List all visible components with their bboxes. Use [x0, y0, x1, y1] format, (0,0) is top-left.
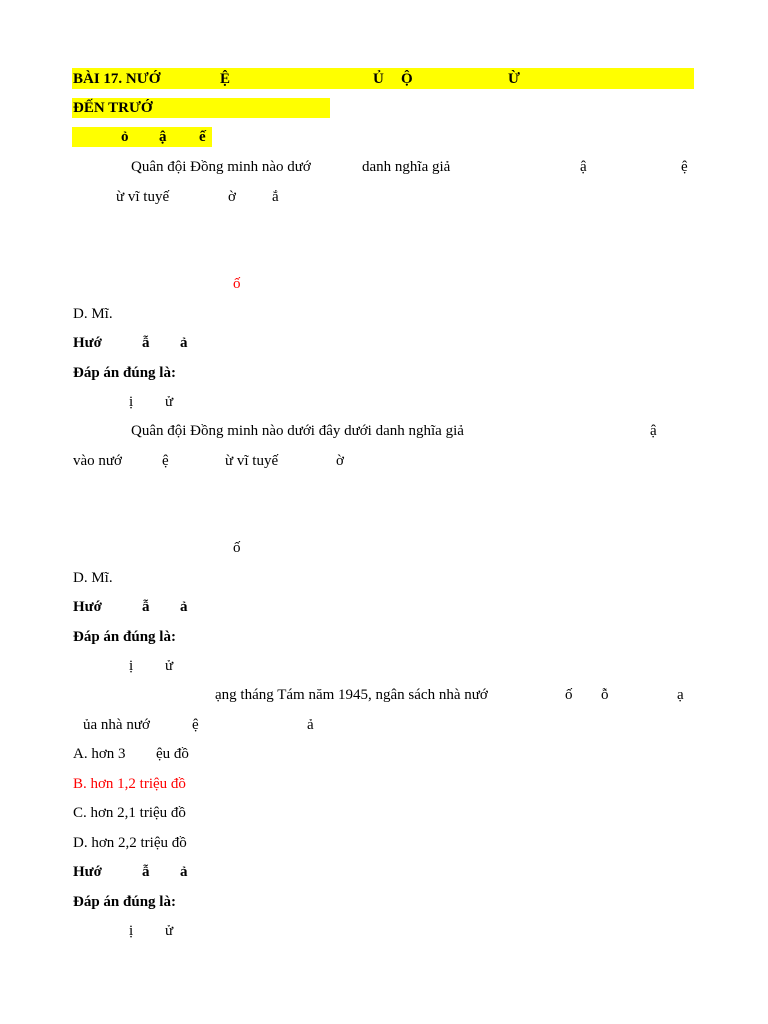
subtitle-fragment: ậ	[159, 129, 167, 145]
question-text: ủa nhà nướ	[83, 717, 150, 733]
question-text: ờ	[228, 189, 236, 205]
question-text: ậ	[650, 423, 657, 439]
question-text: ắ	[272, 189, 279, 205]
explanation: ị	[129, 923, 134, 939]
subtitle-highlight	[72, 127, 212, 147]
answer-label: Đáp án đúng là:	[73, 365, 176, 381]
title-fragment: Ủ	[373, 71, 384, 87]
question-text: ờ	[336, 453, 344, 469]
explanation: ị	[129, 658, 134, 674]
guide-label: Hướ	[73, 335, 102, 351]
subtitle-fragment: ế	[199, 129, 206, 145]
title-fragment: Ộ	[401, 71, 413, 87]
question-text: Quân đội Đồng minh nào dướ	[131, 159, 311, 175]
guide-label: ả	[180, 335, 188, 351]
question-text: ố	[565, 687, 573, 703]
question-text: ừ vĩ tuyế	[225, 453, 279, 469]
answer-fragment: ố	[233, 540, 241, 556]
question-text: ệ	[192, 717, 199, 733]
option-d: D. hơn 2,2 triệu đồ	[73, 835, 187, 851]
guide-label: ả	[180, 864, 188, 880]
title-fragment: Ừ	[508, 71, 520, 87]
option-a: ệu đồ	[156, 746, 189, 762]
page-title-line2: ĐẾN TRƯỚ	[73, 100, 153, 116]
guide-label: ẫ	[142, 864, 150, 880]
question-text: ệ	[681, 159, 688, 175]
question-text: ệ	[162, 453, 169, 469]
guide-label: ả	[180, 599, 188, 615]
question-text: ạ	[677, 687, 684, 703]
guide-label: ẫ	[142, 599, 150, 615]
question-text: ả	[307, 717, 314, 733]
explanation: ị	[129, 394, 134, 410]
question-text: ậ	[580, 159, 587, 175]
correct-answer-fragment: ố	[233, 276, 241, 292]
guide-label: ẫ	[142, 335, 150, 351]
guide-label: Hướ	[73, 599, 102, 615]
option-d: D. Mĩ.	[73, 570, 113, 586]
guide-label: Hướ	[73, 864, 102, 880]
explanation: ử	[165, 923, 174, 939]
question-text: ừ vĩ tuyế	[116, 189, 170, 205]
question-text: Quân đội Đồng minh nào dưới đây dưới danh nghĩa giả	[131, 423, 464, 439]
question-text: danh nghĩa giả	[362, 159, 451, 175]
option-b-correct: B. hơn 1,2 triệu đồ	[73, 776, 186, 792]
option-a: A. hơn 3	[73, 746, 126, 762]
subtitle-fragment: ỏ	[121, 129, 129, 145]
explanation: ử	[165, 394, 174, 410]
option-c: C. hơn 2,1 triệu đồ	[73, 805, 186, 821]
answer-label: Đáp án đúng là:	[73, 894, 176, 910]
explanation: ử	[165, 658, 174, 674]
question-text: ỗ	[601, 687, 609, 703]
question-text: vào nướ	[73, 453, 122, 469]
title-fragment: Ệ	[220, 71, 231, 87]
option-d: D. Mĩ.	[73, 306, 113, 322]
title-fragment: BÀI 17. NƯỚ	[73, 71, 161, 87]
answer-label: Đáp án đúng là:	[73, 629, 176, 645]
question-text: ạng tháng Tám năm 1945, ngân sách nhà nướ	[215, 687, 488, 703]
